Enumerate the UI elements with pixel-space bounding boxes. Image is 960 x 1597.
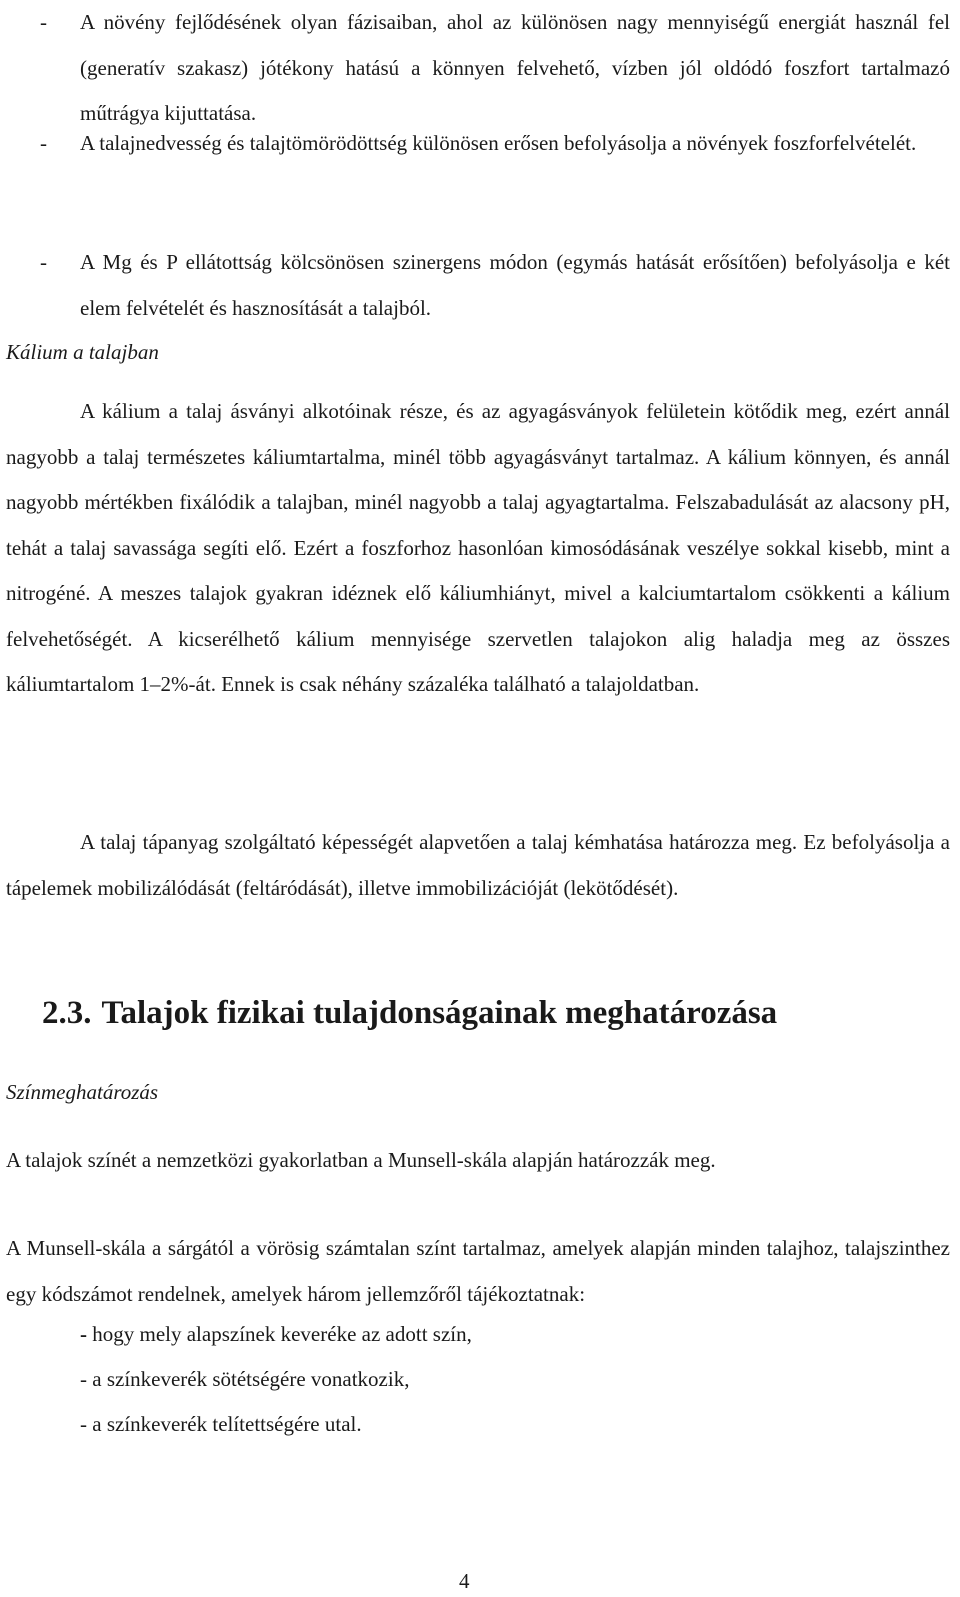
bullet-text: A Mg és P ellátottság kölcsönösen szinergens módon (egymás hatását erősítően) befolyásolja e két elem felvételét és hasznosítását a talajból. <box>80 250 950 320</box>
list-text: hogy mely alapszínek keveréke az adott szín, <box>87 1322 472 1346</box>
list-item-darkness <box>80 1362 409 1396</box>
bullet-text: A növény fejlődésének olyan fázisaiban, ahol az különösen nagy mennyiségű energiát használ fel (generatív szakasz) jótékony hatású a könnyen felvehető, vízben jól oldódó foszfort tartalmazó műtrágya kijuttatása. <box>80 10 950 125</box>
paragraph-kalium-2: A talaj tápanyag szolgáltató képességét alapvetően a talaj kémhatása határozza meg. Ez befolyásolja a tápelemek mobilizálódását (feltáródását), illetve immobilizációját (lekötődését). <box>6 830 950 900</box>
bullet-item-soil-moisture <box>6 121 950 167</box>
bullet-dash: - <box>40 10 47 34</box>
page-number: 4 <box>459 1569 470 1593</box>
section-title: Talajok fizikai tulajdonságainak meghatározása <box>101 995 778 1031</box>
list-dash: - <box>80 1322 87 1346</box>
section-heading <box>42 992 777 1034</box>
list-text: a színkeverék sötétségére vonatkozik, <box>87 1367 410 1391</box>
bullet-text: A talajnedvesség és talajtömörödöttség különösen erősen befolyásolja a növények foszforfelvételét. <box>80 131 917 155</box>
list-item-saturation <box>80 1407 362 1441</box>
document-page <box>6 0 950 1597</box>
subsection-title-szin: Színmeghatározás <box>6 1080 159 1104</box>
bullet-dash: - <box>40 131 47 155</box>
list-dash: - <box>80 1367 87 1391</box>
subsection-title-kalium: Kálium a talajban <box>6 340 159 364</box>
paragraph-szin-2: A Munsell-skála a sárgától a vörösig számtalan színt tartalmaz, amelyek alapján minden talajhoz, talajszinthez egy kódszámot rendelnek, amelyek három jellemzőről tájékoztatnak: <box>6 1236 950 1306</box>
list-text: a színkeverék telítettségére utal. <box>87 1412 362 1436</box>
bullet-dash: - <box>40 250 47 274</box>
list-dash: - <box>80 1412 87 1436</box>
section-number: 2.3. <box>42 995 92 1031</box>
bullet-item-generative-phase <box>6 0 950 137</box>
paragraph-kalium-1: A kálium a talaj ásványi alkotóinak része, és az agyagásványok felületein kötődik meg, ezért annál nagyobb a talaj természetes káliumtartalma, minél több agyagásványt tartalmaz. A kálium könnyen, és annál nagyobb mértékben fixálódik a talajban, minél nagyobb a talaj agyagtartalma. Felszabadulását az alacsony pH, tehát a talaj savassága segíti elő. Ezért a foszforhoz hasonlóan kimosódásának veszélye sokkal kisebb, mint a nitrogéné. A meszes talajok gyakran idéznek elő káliumhiányt, mivel a kalciumtartalom csökkenti a kálium felvehetőségét. A kicserélhető kálium mennyisége szervetlen talajokon alig haladja meg az összes káliumtartalom 1–2%-át. Ennek is csak néhány százaléka található a talajoldatban. <box>6 399 950 696</box>
paragraph-szin-1: A talajok színét a nemzetközi gyakorlatban a Munsell-skála alapján határozzák meg. <box>6 1148 716 1172</box>
list-item-base-colors <box>80 1317 472 1351</box>
bullet-item-mg-p-synergy <box>6 240 950 331</box>
